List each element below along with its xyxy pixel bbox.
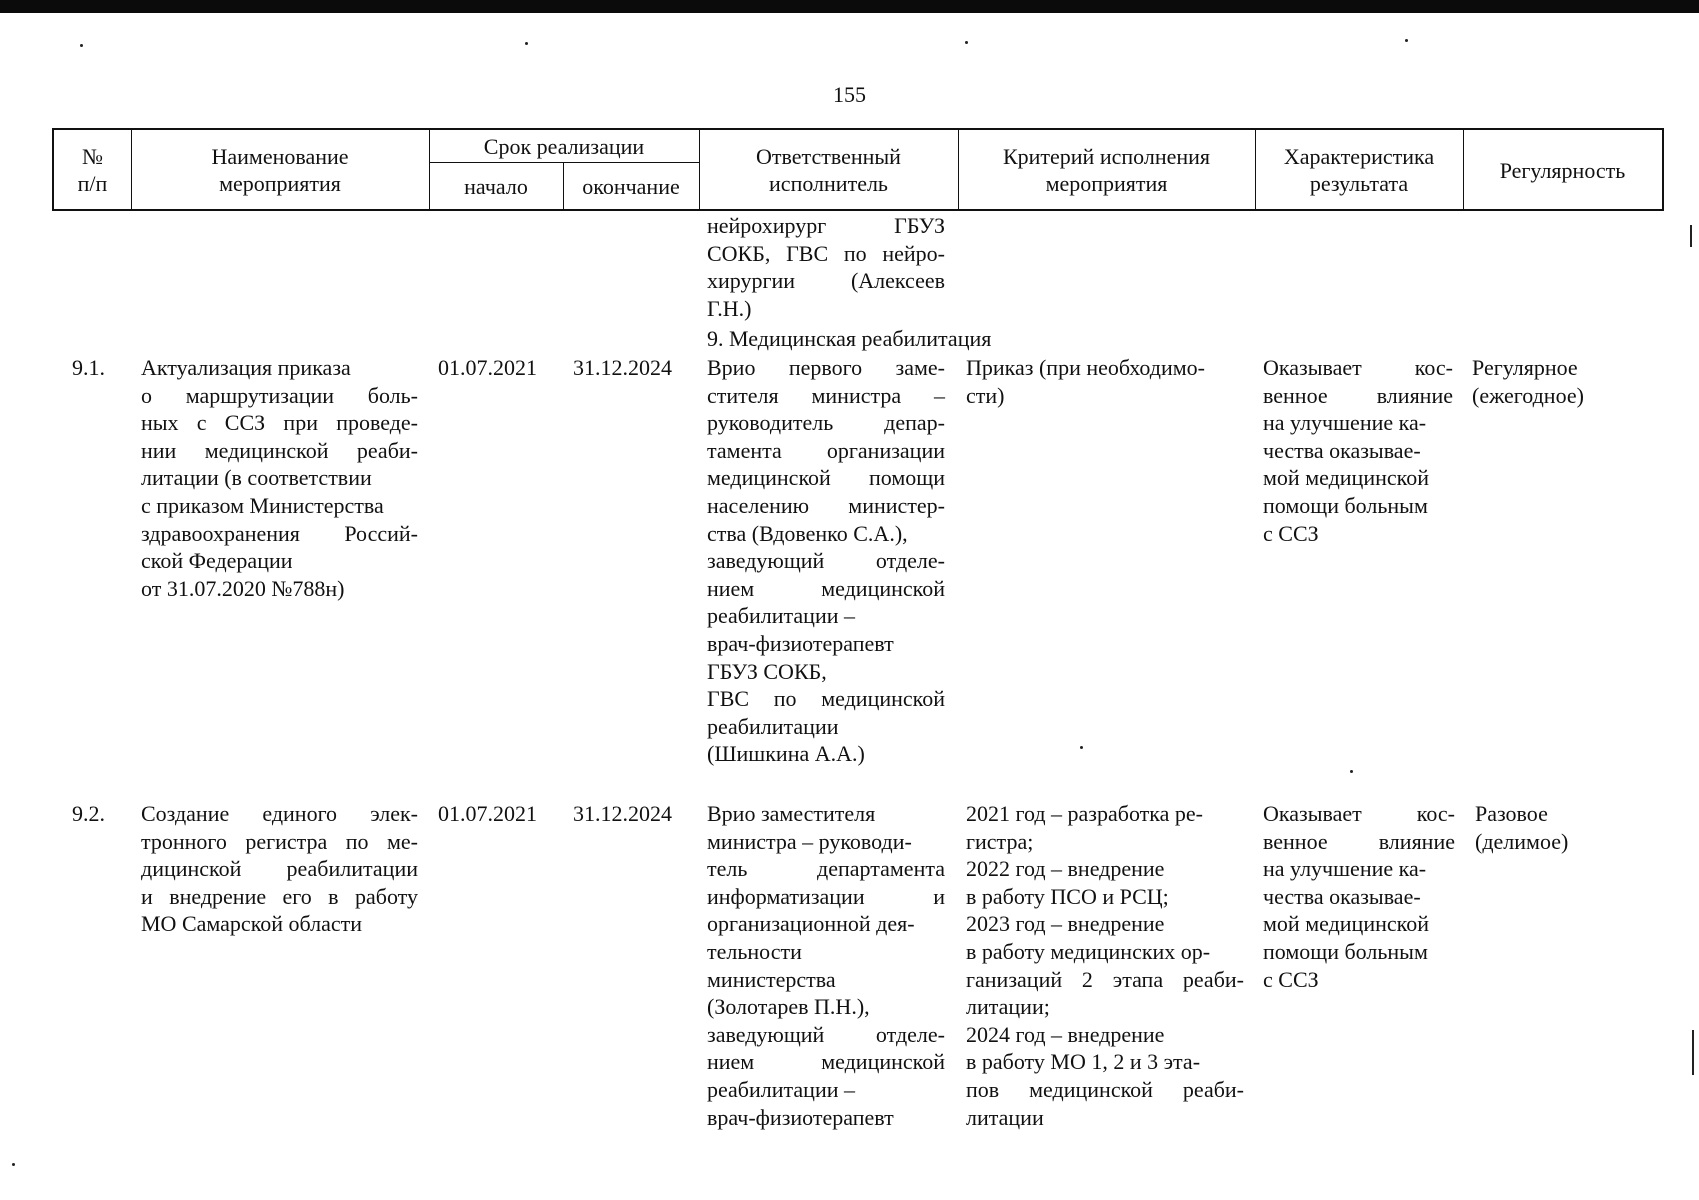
name-line: МО Самарской области: [141, 911, 363, 937]
responsible-line: населению министер-: [707, 492, 945, 518]
scan-speck: [12, 1163, 15, 1166]
result-line: чества оказывае-: [1263, 883, 1421, 909]
responsible-line: руководитель депар-: [707, 410, 945, 436]
scan-speck: [1080, 746, 1083, 749]
responsible-line: организационной дея-: [707, 911, 915, 937]
criterion-line: в работу ПСО и РСЦ;: [966, 883, 1169, 909]
row-9-2-result: [1263, 800, 1455, 993]
name-line: от 31.07.2020 №788н): [141, 575, 345, 601]
name-line: и внедрение его в работу: [141, 883, 418, 909]
criterion-line: пов медицинской реаби-: [966, 1076, 1244, 1102]
result-line: чества оказывае-: [1263, 437, 1421, 463]
header-responsible: [699, 130, 958, 210]
header-term: Срок реализации: [483, 133, 645, 159]
header-result: [1255, 130, 1463, 210]
result-line: помощи больным: [1263, 492, 1428, 518]
row-9-1-criterion: [966, 354, 1244, 409]
header-criterion-line-2: мероприятия: [1045, 171, 1168, 196]
result-line: Оказывает кос-: [1263, 355, 1453, 380]
responsible-line: медицинской помощи: [707, 465, 945, 491]
header-num: [54, 130, 131, 210]
section-title: 9. Медицинская реабилитация: [707, 326, 992, 351]
regularity-line: (ежегодное): [1472, 382, 1584, 408]
row-9-2-num: 9.2.: [72, 801, 105, 826]
table-header: [52, 128, 1664, 211]
criterion-line: литации: [966, 1104, 1044, 1130]
header-result-line-1: Характеристика: [1283, 144, 1435, 169]
responsible-line: тамента организации: [707, 437, 945, 463]
responsible-line: реабилитации –: [707, 603, 855, 629]
scan-speck: [965, 41, 968, 44]
row-9-1-start: 01.07.2021: [438, 355, 537, 380]
name-line: здравоохранения Россий-: [141, 520, 418, 546]
responsible-line: тель департамента: [707, 856, 945, 882]
scan-speck: [1350, 770, 1353, 773]
result-line: мой медицинской: [1263, 465, 1429, 491]
name-line: Создание единого элек-: [141, 801, 418, 826]
criterion-line: ганизаций 2 этапа реаби-: [966, 966, 1244, 992]
responsible-line: заведующий отделе-: [707, 1021, 945, 1047]
header-num-line-1: №: [82, 144, 103, 169]
scan-speck: [525, 42, 528, 45]
scan-edge-mark: [1690, 225, 1692, 247]
responsible-line: министра – руководи-: [707, 828, 912, 854]
criterion-line: Приказ (при необходимо-: [966, 355, 1205, 380]
criterion-line: сти): [966, 382, 1005, 408]
carryover-line: СОКБ, ГВС по нейро-: [707, 240, 945, 266]
responsible-line: тельности: [707, 938, 802, 964]
regularity-line: Регулярное: [1472, 355, 1578, 380]
carryover-line: хирургии (Алексеев: [707, 268, 945, 294]
result-line: венное влияние: [1263, 828, 1455, 854]
criterion-line: литации;: [966, 994, 1050, 1020]
responsible-line: ГВС по медицинской: [707, 686, 945, 712]
header-regularity: Регулярность: [1499, 157, 1626, 183]
criterion-line: 2023 год – внедрение: [966, 911, 1165, 937]
result-line: на улучшение ка-: [1263, 856, 1427, 882]
name-line: с приказом Министерства: [141, 492, 384, 518]
header-name-line-1: Наименование: [211, 144, 349, 169]
row-9-1-end: 31.12.2024: [573, 355, 672, 380]
responsible-line: стителя министра –: [707, 382, 945, 408]
carryover-line: нейрохирург ГБУЗ: [707, 213, 945, 238]
header-name-line-2: мероприятия: [219, 171, 341, 196]
responsible-line: Врио первого заме-: [707, 355, 945, 380]
row-9-1-regularity: [1472, 354, 1584, 409]
header-responsible-line-2: исполнитель: [769, 171, 888, 196]
carryover-responsible: [707, 212, 945, 322]
scan-edge-mark: [1692, 1030, 1694, 1075]
row-9-2-responsible: [707, 800, 945, 1131]
scan-top-border: [0, 0, 1699, 13]
result-line: на улучшение ка-: [1263, 410, 1427, 436]
responsible-line: врач-физиотерапевт: [707, 1104, 894, 1130]
scan-speck: [80, 44, 83, 47]
header-responsible-line-1: Ответственный: [756, 144, 901, 169]
name-line: Актуализация приказа: [141, 355, 351, 380]
responsible-line: (Шишкина А.А.): [707, 741, 865, 767]
row-9-2-name: [141, 800, 418, 938]
name-line: литации (в соответствии: [141, 465, 372, 491]
responsible-line: реабилитации –: [707, 1076, 855, 1102]
header-end: окончание: [582, 173, 680, 199]
name-line: о маршрутизации боль-: [141, 382, 418, 408]
row-9-2-end: 31.12.2024: [573, 801, 672, 826]
carryover-line: Г.Н.): [707, 295, 752, 321]
responsible-line: реабилитации: [707, 713, 839, 739]
result-line: Оказывает кос-: [1263, 801, 1455, 826]
header-result-line-2: результата: [1309, 171, 1409, 196]
name-line: ных с ССЗ при проведе-: [141, 410, 418, 436]
name-line: тронного регистра по ме-: [141, 828, 418, 854]
responsible-line: врач-физиотерапевт: [707, 630, 894, 656]
row-9-2-regularity: [1475, 800, 1568, 855]
responsible-line: нием медицинской: [707, 1049, 945, 1075]
responsible-line: министерства: [707, 966, 836, 992]
criterion-line: 2024 год – внедрение: [966, 1021, 1165, 1047]
name-line: нии медицинской реаби-: [141, 437, 418, 463]
header-criterion: [958, 130, 1255, 210]
responsible-line: информатизации и: [707, 883, 945, 909]
row-9-1-responsible: [707, 354, 945, 768]
responsible-line: ГБУЗ СОКБ,: [707, 658, 827, 684]
header-num-line-2: п/п: [77, 171, 108, 196]
row-9-2-start: 01.07.2021: [438, 801, 537, 826]
row-9-2-criterion: [966, 800, 1244, 1131]
regularity-line: (делимое): [1475, 828, 1569, 854]
header-name: [131, 130, 429, 210]
responsible-line: нием медицинской: [707, 575, 945, 601]
criterion-line: в работу МО 1, 2 и 3 эта-: [966, 1049, 1201, 1075]
responsible-line: ства (Вдовенко С.А.),: [707, 520, 908, 546]
result-line: венное влияние: [1263, 382, 1453, 408]
row-9-1-name: [141, 354, 418, 602]
responsible-line: Врио заместителя: [707, 801, 876, 826]
page-number: 155: [833, 82, 866, 107]
regularity-line: Разовое: [1475, 801, 1548, 826]
scan-speck: [1405, 39, 1408, 42]
name-line: дицинской реабилитации: [141, 856, 418, 882]
criterion-line: в работу медицинских ор-: [966, 938, 1211, 964]
responsible-line: (Золотарев П.Н.),: [707, 994, 870, 1020]
criterion-line: 2021 год – разработка ре-: [966, 801, 1203, 826]
row-9-1-result: [1263, 354, 1453, 547]
header-start: начало: [464, 173, 528, 199]
result-line: с ССЗ: [1263, 966, 1319, 992]
criterion-line: гистра;: [966, 828, 1034, 854]
row-9-1-num: 9.1.: [72, 355, 105, 380]
result-line: с ССЗ: [1263, 520, 1319, 546]
responsible-line: заведующий отделе-: [707, 548, 945, 574]
criterion-line: 2022 год – внедрение: [966, 856, 1165, 882]
name-line: ской Федерации: [141, 548, 293, 574]
result-line: помощи больным: [1263, 938, 1428, 964]
result-line: мой медицинской: [1263, 911, 1429, 937]
header-criterion-line-1: Критерий исполнения: [1002, 144, 1211, 169]
